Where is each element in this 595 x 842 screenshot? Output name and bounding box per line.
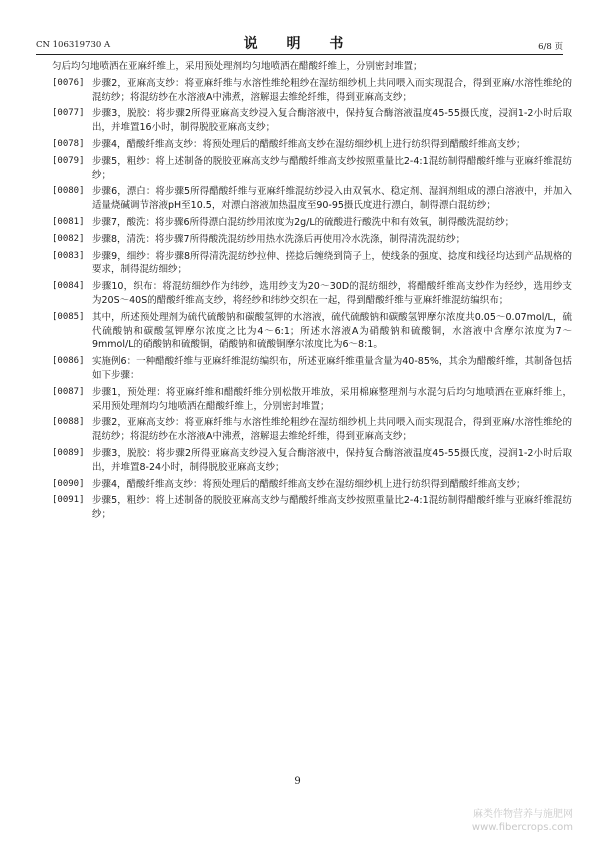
paragraph-number: [0090] (52, 478, 85, 489)
paragraph-text: 步骤6，漂白：将步骤5所得醋酸纤维与亚麻纤维混纺纱浸入由双氧水、稳定剂、湿润剂组成的漂白溶液中，并加入适量烧碱调节溶液pH至10.5，对漂白溶液加热温度至90-95摄氏度进行漂白，制得漂白混纺纱； (92, 186, 572, 212)
watermark-title: 麻类作物营养与施肥网 (473, 809, 573, 820)
paragraph-text: 步骤3，脱胶：将步骤2所得亚麻高支纱浸入复合酶溶液中，保持复合酶溶液温度45-55摄氏度，浸润1-2小时后取出，并堆置16小时，制得脱胶亚麻高支纱； (92, 108, 572, 134)
paragraph (52, 416, 572, 444)
paragraph-number: [0089] (52, 447, 85, 458)
paragraph-number: [0083] (52, 250, 85, 261)
patent-number: CN 106319730 A (36, 40, 111, 50)
document-title: 说 明 书 (243, 36, 356, 52)
paragraph (52, 478, 572, 492)
paragraph-text: 步骤3，脱胶：将步骤2所得亚麻高支纱浸入复合酶溶液中，保持复合酶溶液温度45-55摄氏度，浸润1-2小时后取出，并堆置8-24小时，制得脱胶亚麻高支纱； (92, 447, 572, 473)
paragraph (52, 155, 572, 183)
paragraph-number: [0080] (52, 186, 85, 197)
paragraph-text: 其中，所述预处理剂为硫代硫酸钠和碳酸氢钾的水溶液，硫代硫酸钠和碳酸氢钾摩尔浓度共0.05～0.07mol/L，硫代硫酸钠和碳酸氢钾摩尔浓度之比为4～6:1；所述水溶液A为硝酸钠和硫酸铜，水溶液中含摩尔浓度为7～9mmol/L的硝酸钠和硫酸铜，硝酸钠和硫酸铜摩尔浓度比为6～8:1。 (92, 311, 572, 351)
watermark-url: www.fibercrops.com (471, 822, 573, 833)
paragraph-text: 匀后均匀地喷洒在亚麻纤维上，采用预处理剂均匀地喷洒在醋酸纤维上，分别密封堆置； (52, 61, 423, 72)
paragraph-text: 步骤5，粗纱：将上述制备的脱胶亚麻高支纱与醋酸纤维高支纱按照重量比2-4:1混纺制得醋酸纤维与亚麻纤维混纺纱； (92, 495, 572, 521)
paragraph-number: [0079] (52, 155, 85, 166)
paragraph (52, 77, 572, 105)
paragraph-text: 步骤2，亚麻高支纱：将亚麻纤维与水溶性维纶粗纱在湿纺细纱机上共同喂入而实现混合，得到亚麻/水溶性维纶的混纺纱；将混纺纱在水溶液A中沸煮，溶解退去维纶纤维，得到亚麻高支纱； (92, 77, 572, 103)
paragraph (52, 280, 572, 308)
page-info: 6/8 页 (538, 42, 563, 52)
paragraph-text: 步骤4，醋酸纤维高支纱：将预处理后的醋酸纤维高支纱在湿纺细纱机上进行纺织得到醋酸纤维高支纱； (92, 138, 526, 150)
paragraph (52, 494, 572, 522)
watermark (472, 808, 573, 834)
paragraph (52, 233, 572, 247)
paragraph-number: [0077] (52, 108, 85, 119)
paragraph-number: [0078] (52, 138, 85, 149)
paragraph (52, 250, 572, 278)
paragraph (52, 216, 572, 230)
page-number: 9 (294, 776, 301, 787)
document-body (52, 60, 572, 525)
paragraph (52, 185, 572, 213)
paragraph-text: 步骤9，细纱：将步骤8所得清洗混纺纱拉伸、搓捻后缠绕到筒子上，使线条的强度、捻度和线径均达到产品规格的要求，制得混纺细纱； (92, 250, 572, 276)
paragraph (52, 311, 572, 352)
paragraph (52, 355, 572, 383)
paragraph-number: [0082] (52, 233, 85, 244)
paragraph-text: 步骤4，醋酸纤维高支纱：将预处理后的醋酸纤维高支纱在湿纺细纱机上进行纺织得到醋酸纤维高支纱； (92, 478, 526, 490)
paragraph-text: 实施例6：一种醋酸纤维与亚麻纤维混纺编织布，所述亚麻纤维重量含量为40-85%，其余为醋酸纤维，其制备包括如下步骤： (92, 356, 572, 381)
page-header (36, 28, 563, 55)
paragraph (52, 447, 572, 475)
paragraph (52, 60, 572, 74)
paragraph-number: [0086] (52, 356, 85, 367)
paragraph (52, 386, 572, 414)
paragraph-number: [0081] (52, 216, 85, 227)
paragraph-text: 步骤1，预处理：将亚麻纤维和醋酸纤维分别松散开堆放，采用棉麻整理剂与水混匀后均匀地喷洒在亚麻纤维上，采用预处理剂均匀地喷洒在醋酸纤维上，分别密封堆置； (92, 386, 572, 412)
paragraph-number: [0088] (52, 417, 85, 428)
paragraph-text: 步骤5，粗纱：将上述制备的脱胶亚麻高支纱与醋酸纤维高支纱按照重量比2-4:1混纺制得醋酸纤维与亚麻纤维混纺纱； (92, 155, 572, 181)
paragraph-number: [0087] (52, 386, 85, 397)
paragraph-text: 步骤10，织布：将混纺细纱作为纬纱，选用纱支为20～30D的混纺细纱，将醋酸纤维高支纱作为经纱，选用纱支为20S～40S的醋酸纤维高支纱，将经纱和纬纱交织在一起，得到醋酸纤维与亚麻纤维混纺编织布； (92, 281, 572, 306)
paragraph-number: [0085] (52, 311, 85, 322)
paragraph-number: [0091] (52, 495, 85, 506)
paragraph (52, 138, 572, 152)
paragraph (52, 107, 572, 135)
paragraph-text: 步骤7，酸洗：将步骤6所得漂白混纺纱用浓度为2g/L的硫酸进行酸洗中和有效氧，制得酸洗混纺纱； (92, 216, 515, 228)
paragraph-text: 步骤2，亚麻高支纱：将亚麻纤维与水溶性维纶粗纱在湿纺细纱机上共同喂入而实现混合，得到亚麻/水溶性维纶的混纺纱；将混纺纱在水溶液A中沸煮，溶解退去维纶纤维，得到亚麻高支纱； (92, 417, 572, 443)
paragraph-number: [0084] (52, 281, 85, 292)
paragraph-text: 步骤8，清洗：将步骤7所得酸洗混纺纱用热水洗涤后再使用冷水洗涤，制得清洗混纺纱； (92, 233, 466, 245)
paragraph-number: [0076] (52, 77, 85, 88)
